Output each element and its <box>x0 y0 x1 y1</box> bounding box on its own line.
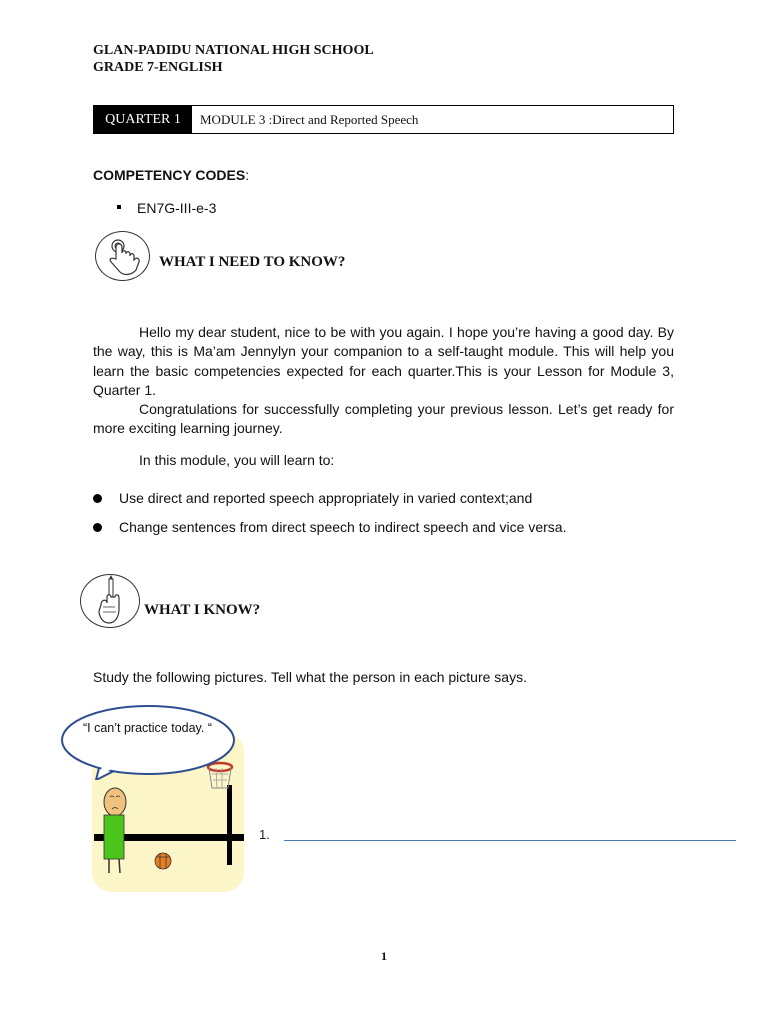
competency-heading <box>93 167 249 183</box>
speech-bubble-text: “I can’t practice today. “ <box>83 721 212 735</box>
objectives-intro-text: In this module, you will learn to: <box>139 452 335 468</box>
competency-code-item <box>117 200 216 216</box>
school-name: GLAN-PADIDU NATIONAL HIGH SCHOOL <box>93 43 374 58</box>
competency-colon: : <box>245 167 250 183</box>
objective-text: Change sentences from direct speech to indirect speech and vice versa. <box>119 519 567 535</box>
section-title-what-i-need-to-know: WHAT I NEED TO KNOW? <box>159 254 346 270</box>
congrats-text: Congratulations for successfully completing your previous lesson. Let’s get ready for more exciting learning journey. <box>93 401 674 437</box>
item-number: 1. <box>259 827 270 842</box>
square-bullet-icon <box>117 205 121 209</box>
school-header <box>93 42 374 76</box>
section-title-what-i-know: WHAT I KNOW? <box>144 602 261 618</box>
grade-level: GRADE 7-ENGLISH <box>93 60 223 75</box>
hand-pencil-icon <box>80 574 140 628</box>
quarter-label: QUARTER 1 <box>94 106 192 133</box>
bullet-dot-icon <box>93 523 102 532</box>
bullet-dot-icon <box>93 494 102 503</box>
instruction-text: Study the following pictures. Tell what the person in each picture says. <box>93 669 527 685</box>
page-number: 1 <box>381 949 387 963</box>
module-bar <box>93 105 674 134</box>
objective-text: Use direct and reported speech appropriately in varied context;and <box>119 490 533 506</box>
competency-code: EN7G-III-e-3 <box>137 200 217 216</box>
objective-item <box>93 519 566 535</box>
answer-line[interactable] <box>284 840 736 841</box>
hand-pencil-glyph <box>81 575 141 629</box>
objective-item <box>93 490 532 506</box>
intro-text: Hello my dear student, nice to be with you again. I hope you’re having a good day. By the way, this is Ma’am Jennylyn your companion to a self-taught module. This will help you learn the basic competencies expected for each quarter.This is your Lesson for Module 3, Quarter 1. <box>93 324 674 399</box>
congrats-paragraph <box>93 400 674 439</box>
intro-paragraph <box>93 323 674 401</box>
touch-hand-icon <box>95 231 150 281</box>
module-title: MODULE 3 :Direct and Reported Speech <box>200 111 419 127</box>
touch-hand-glyph <box>96 232 151 282</box>
competency-label: COMPETENCY CODES <box>93 167 246 183</box>
speech-bubble <box>60 704 236 780</box>
objectives-intro <box>93 451 674 470</box>
